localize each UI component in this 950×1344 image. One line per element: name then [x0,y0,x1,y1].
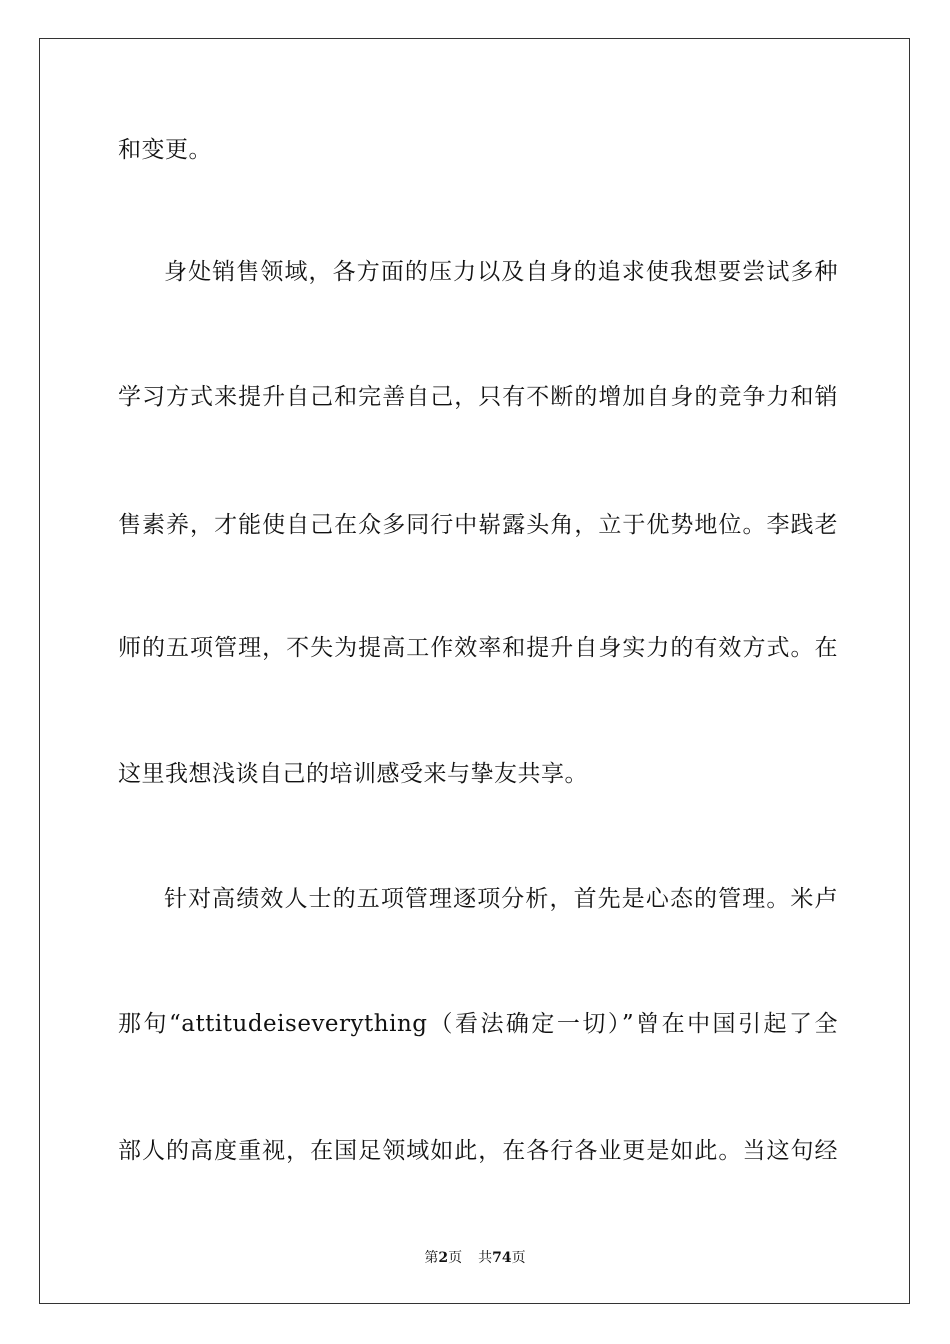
text-line-5: 师的五项管理，不失为提高工作效率和提升自身实力的有效方式。在 [118,635,838,661]
page-border [39,38,910,1304]
page-suffix: 页 [448,1250,463,1266]
page-number: 2 [438,1250,449,1266]
total-pages: 74 [492,1250,512,1266]
page-prefix: 第 [424,1250,439,1266]
text-line-7: 针对高绩效人士的五项管理逐项分析，首先是心态的管理。米卢 [164,886,838,912]
text-line-4: 售素养，才能使自己在众多同行中崭露头角，立于优势地位。李践老 [118,512,838,538]
text-line-1: 和变更。 [118,137,212,163]
page-footer [0,1249,950,1267]
text-line-3: 学习方式来提升自己和完善自己，只有不断的增加自身的竞争力和销 [118,384,838,410]
text-line-9: 部人的高度重视，在国足领域如此，在各行各业更是如此。当这句经 [118,1138,838,1164]
text-line-8: 那句“attitudeiseverything（看法确定一切）”曾在中国引起了全 [118,1011,838,1037]
total-prefix: 共 [478,1250,493,1266]
text-line-6: 这里我想浅谈自己的培训感受来与挚友共享。 [118,761,588,787]
text-line-2: 身处销售领域，各方面的压力以及自身的追求使我想要尝试多种 [164,259,838,285]
total-suffix: 页 [511,1250,526,1266]
